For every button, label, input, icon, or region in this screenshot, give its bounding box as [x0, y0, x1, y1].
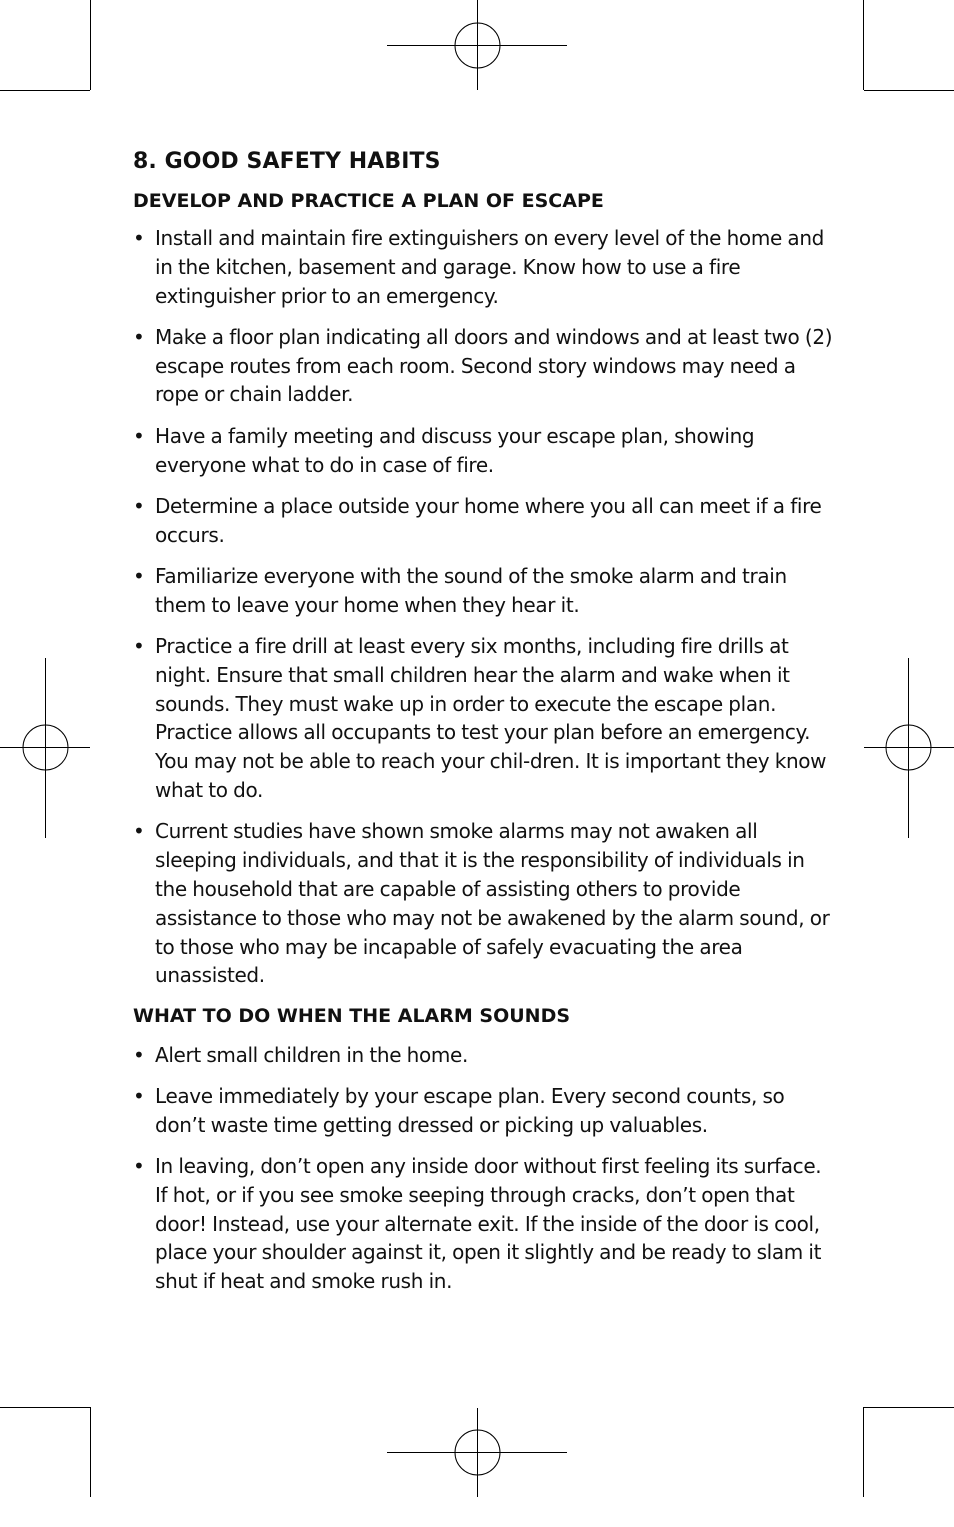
registration-mark-top [387, 0, 567, 90]
alarm-sounds-list [133, 1041, 833, 1296]
section-escape-plan [133, 188, 833, 990]
list-item: • Have a family meeting and discuss your escape plan, showing everyone what to do in case of fire. [133, 422, 833, 480]
crop-mark-top-left [0, 0, 91, 91]
section-heading-alarm-sounds: WHAT TO DO WHEN THE ALARM SOUNDS [133, 1004, 571, 1027]
crop-mark-top-right [864, 0, 954, 91]
list-item: • Practice a fire drill at least every six months, including fire drills at night. Ensure that small children hear the alarm and wake when it sounds. They must wake up in order to execute the escape plan. Practice allows all occupants to test your plan before an emergency. You may not be able to reach your chil-dren. It is important they know what to do. [133, 632, 833, 805]
list-item: • Leave immediately by your escape plan. Every second counts, so don’t waste time getting dressed or picking up valuables. [133, 1082, 833, 1140]
registration-mark-left [0, 658, 90, 838]
list-item: • Familiarize everyone with the sound of the smoke alarm and train them to leave your home when they hear it. [133, 562, 833, 620]
section-alarm-sounds [133, 1003, 833, 1296]
list-item: • Make a floor plan indicating all doors and windows and at least two (2) escape routes from each room. Second story windows may need a rope or chain ladder. [133, 323, 833, 409]
manual-page-content [133, 148, 833, 1309]
page-title: 8. GOOD SAFETY HABITS [133, 149, 441, 174]
escape-plan-list [133, 224, 833, 990]
registration-mark-bottom [387, 1408, 567, 1497]
list-item: • Alert small children in the home. [133, 1041, 833, 1070]
crop-mark-bottom-right [864, 1407, 954, 1497]
list-item: • Determine a place outside your home where you all can meet if a fire occurs. [133, 492, 833, 550]
list-item: • Current studies have shown smoke alarms may not awaken all sleeping individuals, and that it is the responsibility of individuals in the household that are capable of assisting others to provide assistance to those who may not be awakened by the alarm sound, or to those who may be incapable of safely evacuating the area unassisted. [133, 817, 833, 990]
crop-mark-bottom-left [0, 1407, 91, 1497]
section-heading-escape-plan: DEVELOP AND PRACTICE A PLAN OF ESCAPE [133, 190, 604, 212]
list-item: • Install and maintain fire extinguishers on every level of the home and in the kitchen, basement and garage. Know how to use a fire extinguisher prior to an emergency. [133, 224, 833, 310]
list-item: • In leaving, don’t open any inside door without first feeling its surface. If hot, or if you see smoke seeping through cracks, don’t open that door! Instead, use your alternate exit. If the inside of the door is cool, place your shoulder against it, open it slightly and be ready to slam it shut if heat and smoke rush in. [133, 1152, 833, 1296]
registration-mark-right [864, 658, 954, 838]
